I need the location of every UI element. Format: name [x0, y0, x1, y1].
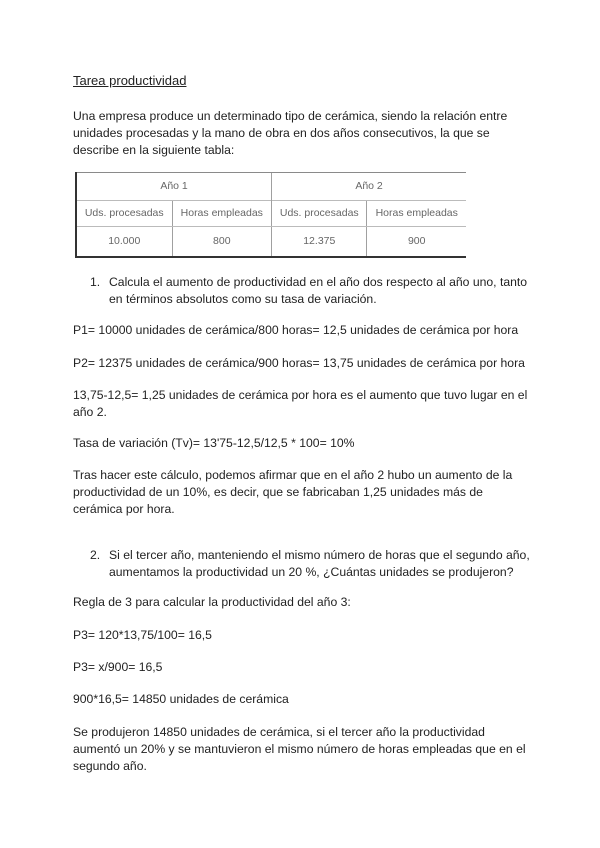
- difference-paragraph: 13,75-12,5= 1,25 unidades de cerámica por hora es el aumento que tuvo lugar en el año 2.: [73, 388, 528, 419]
- question-2-number: 2.: [90, 548, 101, 562]
- productivity-table: [75, 172, 466, 258]
- header-hours-year-2: Horas empleadas: [367, 201, 466, 227]
- table-header-years: [76, 173, 466, 201]
- cell-hours-year-1: 800: [172, 227, 272, 258]
- conclusion-1: Tras hacer este cálculo, podemos afirmar que en el año 2 hubo un aumento de la productividad de un 10%, es decir, que se fabricaban 1,25 unidades más de cerámica por hora.: [73, 468, 513, 516]
- intro-paragraph: Una empresa produce un determinado tipo de cerámica, siendo la relación entre unidades procesadas y la mano de obra en dos años consecutivos, la que se describe en la siguiente tabla:: [73, 109, 508, 157]
- header-year-2: Año 2: [272, 173, 466, 201]
- cell-units-year-1: 10.000: [76, 227, 172, 258]
- question-1: [90, 274, 530, 308]
- conclusion-2: Se produjeron 14850 unidades de cerámica, si el tercer año la productividad aumentó un 20% y se mantuvieron el mismo número de horas empleadas que en el segundo año.: [73, 725, 526, 773]
- variation-rate: Tasa de variación (Tv)= 13'75-12,5/12,5 * 100= 10%: [73, 436, 355, 450]
- header-units-year-2: Uds. procesadas: [272, 201, 367, 227]
- header-units-year-1: Uds. procesadas: [76, 201, 172, 227]
- p3-calculation-b: P3= x/900= 16,5: [73, 660, 163, 674]
- question-2: [90, 547, 530, 581]
- question-2-text: Si el tercer año, manteniendo el mismo número de horas que el segundo año, aumentamos la productividad un 20 %, ¿Cuántas unidades se produjeron?: [109, 548, 530, 579]
- p2-calculation: P2= 12375 unidades de cerámica/900 horas= 13,75 unidades de cerámica por hora: [73, 356, 525, 370]
- table-header-columns: [76, 201, 466, 227]
- rule-of-three: Regla de 3 para calcular la productividad del año 3:: [73, 595, 351, 609]
- units-calculation: 900*16,5= 14850 unidades de cerámica: [73, 692, 289, 706]
- cell-units-year-2: 12.375: [272, 227, 367, 258]
- p3-calculation-a: P3= 120*13,75/100= 16,5: [73, 628, 212, 642]
- cell-hours-year-2: 900: [367, 227, 466, 258]
- page-title: Tarea productividad: [73, 73, 187, 88]
- table-row: [76, 227, 466, 258]
- p1-calculation: P1= 10000 unidades de cerámica/800 horas= 12,5 unidades de cerámica por hora: [73, 323, 519, 337]
- header-year-1: Año 1: [76, 173, 272, 201]
- header-hours-year-1: Horas empleadas: [172, 201, 272, 227]
- question-1-number: 1.: [90, 275, 101, 289]
- question-1-text: Calcula el aumento de productividad en el año dos respecto al año uno, tanto en términos absolutos como su tasa de variación.: [109, 275, 528, 306]
